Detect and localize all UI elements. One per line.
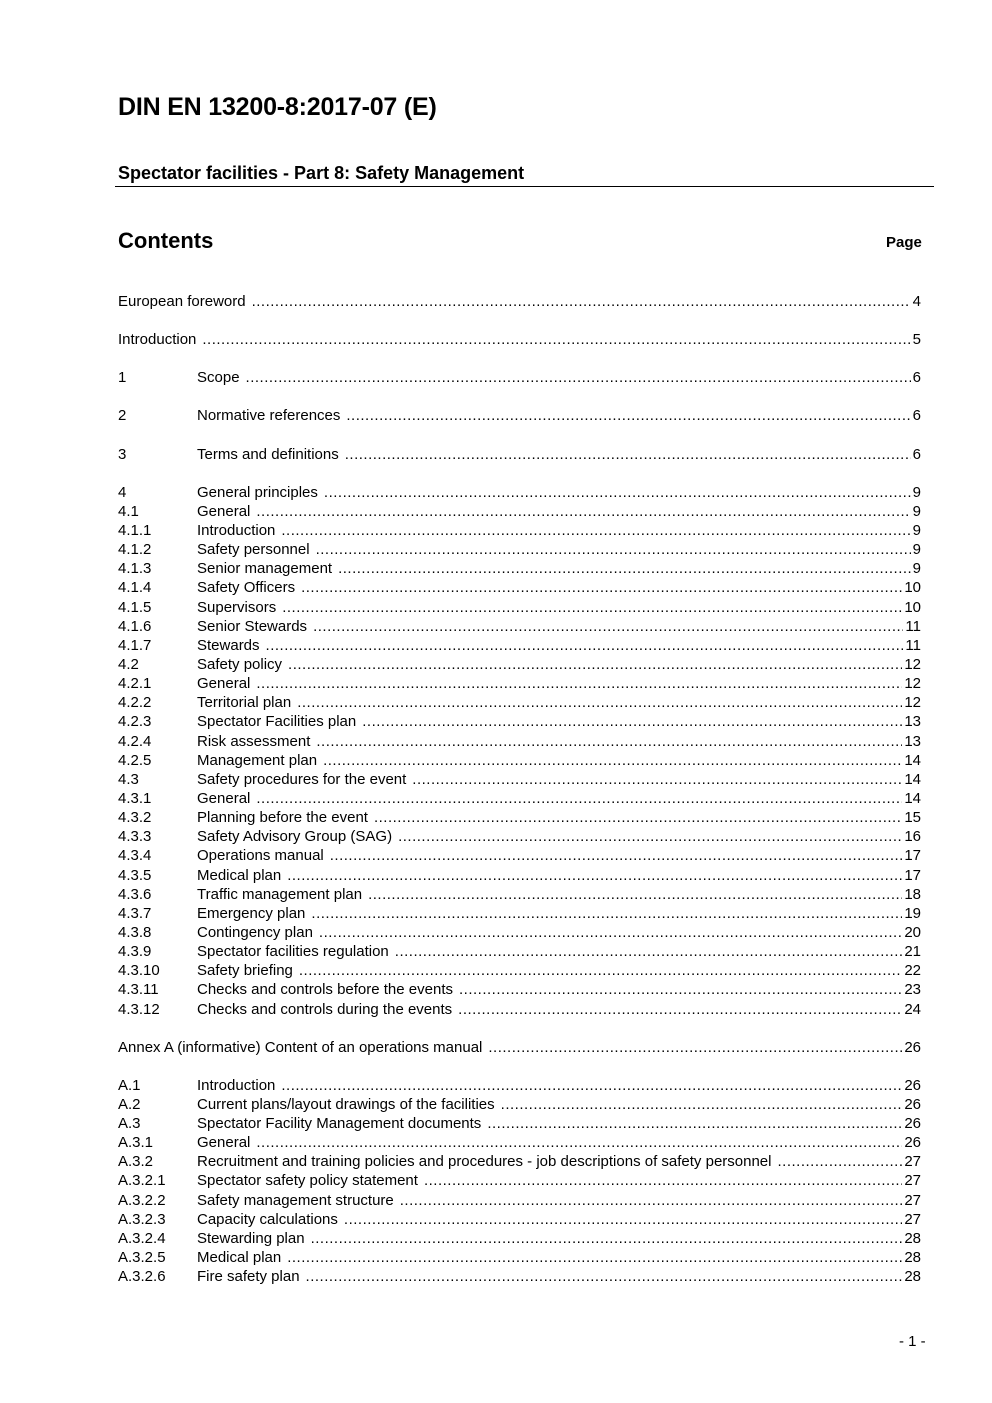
toc-entry-page: 26	[904, 1038, 921, 1056]
toc-entry-number: A.3.2.5	[118, 1249, 166, 1267]
toc-entry-page: 26	[904, 1115, 921, 1133]
toc-entry-page: 6	[912, 407, 921, 425]
toc-dot-leader	[256, 789, 902, 808]
toc-dot-leader	[345, 445, 911, 464]
toc-entry-page: 28	[904, 1229, 921, 1247]
toc-entry-page: 11	[905, 636, 921, 654]
toc-entry-title: Emergency plan	[197, 904, 306, 922]
toc-entry-page: 19	[904, 904, 921, 922]
toc-entry-title: Spectator safety policy statement	[197, 1172, 418, 1190]
toc-dot-leader	[458, 1000, 902, 1019]
toc-entry-number: 2	[118, 407, 127, 425]
contents-title: Contents	[118, 228, 214, 253]
toc-entry-page: 14	[904, 751, 921, 769]
toc-entry[interactable]	[118, 885, 921, 904]
toc-entry-number: A.2	[118, 1095, 141, 1113]
toc-entry[interactable]	[118, 904, 921, 923]
toc-entry[interactable]	[118, 655, 921, 674]
toc-entry[interactable]	[118, 1229, 921, 1248]
toc-entry-page: 13	[904, 713, 921, 731]
toc-entry-title: Contingency plan	[197, 923, 313, 941]
toc-entry-title: Risk assessment	[197, 732, 311, 750]
toc-entry[interactable]	[118, 502, 921, 521]
toc-entry-page: 14	[904, 789, 921, 807]
toc-entry[interactable]	[118, 636, 921, 655]
toc-dot-leader	[256, 502, 910, 521]
toc-entry-page: 22	[904, 962, 921, 980]
toc-entry-title: General	[197, 675, 251, 693]
toc-entry[interactable]	[118, 483, 921, 502]
toc-entry-page: 9	[912, 521, 921, 539]
toc-dot-leader	[252, 292, 911, 311]
header-rule	[115, 186, 934, 187]
toc-entry[interactable]	[118, 1095, 921, 1114]
toc-entry-page: 17	[904, 847, 921, 865]
toc-entry-number: A.3.2.2	[118, 1191, 166, 1209]
toc-entry-number: 4.3.3	[118, 828, 152, 846]
toc-entry-number: 4.3.6	[118, 885, 152, 903]
toc-entry-number: 4.1.2	[118, 541, 152, 559]
toc-entry-number: A.1	[118, 1076, 141, 1094]
toc-entry-number: 4.1.5	[118, 598, 152, 616]
table-of-contents	[118, 292, 921, 1286]
toc-entry[interactable]	[118, 330, 921, 349]
toc-entry-title: Checks and controls during the events	[197, 1000, 453, 1018]
toc-entry-title: General	[197, 789, 251, 807]
toc-entry-page: 21	[904, 943, 921, 961]
toc-dot-leader	[282, 598, 902, 617]
toc-dot-leader	[412, 770, 902, 789]
toc-entry-page: 13	[904, 732, 921, 750]
toc-entry[interactable]	[118, 292, 921, 311]
toc-entry-title: Safety management structure	[197, 1191, 394, 1209]
toc-dot-leader	[256, 1133, 902, 1152]
toc-entry[interactable]	[118, 1000, 921, 1019]
toc-entry-number: 4.1	[118, 502, 139, 520]
toc-dot-leader	[287, 1248, 902, 1267]
toc-dot-leader	[487, 1114, 902, 1133]
toc-dot-leader	[323, 751, 902, 770]
toc-dot-leader	[338, 559, 911, 578]
toc-dot-leader	[256, 674, 902, 693]
toc-entry[interactable]	[118, 789, 921, 808]
toc-entry-page: 28	[904, 1268, 921, 1286]
document-id: DIN EN 13200-8:2017-07 (E)	[118, 93, 437, 121]
toc-entry-title: Checks and controls before the events	[197, 981, 453, 999]
toc-entry-title: Scope	[197, 369, 240, 387]
toc-entry-title: Introduction	[197, 1076, 276, 1094]
toc-entry-title: Introduction	[118, 331, 197, 349]
toc-dot-leader	[313, 617, 903, 636]
toc-entry[interactable]	[118, 846, 921, 865]
toc-entry-title: Planning before the event	[197, 809, 368, 827]
toc-entry-number: A.3.2.4	[118, 1229, 166, 1247]
toc-dot-leader	[362, 712, 902, 731]
toc-entry[interactable]	[118, 559, 921, 578]
toc-entry[interactable]	[118, 1114, 921, 1133]
toc-dot-leader	[281, 521, 910, 540]
toc-entry[interactable]	[118, 1038, 921, 1057]
toc-dot-leader	[374, 808, 902, 827]
toc-entry-page: 27	[904, 1172, 921, 1190]
toc-entry[interactable]	[118, 961, 921, 980]
toc-dot-leader	[316, 540, 911, 559]
toc-entry-number: 3	[118, 445, 127, 463]
toc-entry-title: Senior Stewards	[197, 617, 308, 635]
toc-entry-title: Capacity calculations	[197, 1210, 338, 1228]
toc-entry-number: 4.1.4	[118, 579, 152, 597]
toc-entry[interactable]	[118, 578, 921, 597]
toc-entry-title: Safety Advisory Group (SAG)	[197, 828, 393, 846]
toc-entry-title: General	[197, 1134, 251, 1152]
toc-entry-number: 4.1.7	[118, 636, 152, 654]
toc-entry-number: 4.2.3	[118, 713, 152, 731]
toc-entry-number: 4.1.3	[118, 560, 152, 578]
toc-entry-number: A.3	[118, 1115, 141, 1133]
toc-entry-number: 4.2.1	[118, 675, 152, 693]
toc-entry-number: A.3.2.6	[118, 1268, 166, 1286]
toc-dot-leader	[398, 827, 902, 846]
toc-dot-leader	[311, 1229, 903, 1248]
toc-entry[interactable]	[118, 1133, 921, 1152]
toc-entry-number: 4	[118, 483, 127, 501]
toc-dot-leader	[202, 330, 910, 349]
page-column-label: Page	[886, 234, 922, 251]
toc-entry-title: Medical plan	[197, 866, 282, 884]
footer-page-number: - 1 -	[899, 1333, 926, 1350]
toc-entry-title: Medical plan	[197, 1249, 282, 1267]
toc-entry-page: 27	[904, 1210, 921, 1228]
toc-entry-title: Current plans/layout drawings of the facilities	[197, 1095, 495, 1113]
toc-entry-title: General	[197, 502, 251, 520]
toc-dot-leader	[301, 578, 902, 597]
toc-entry-page: 6	[912, 445, 921, 463]
toc-entry-number: 4.3.1	[118, 789, 152, 807]
toc-entry[interactable]	[118, 866, 921, 885]
toc-entry[interactable]	[118, 923, 921, 942]
toc-entry[interactable]	[118, 1248, 921, 1267]
toc-entry-number: 4.2	[118, 655, 139, 673]
toc-entry-title: Safety procedures for the event	[197, 770, 407, 788]
toc-entry-title: Management plan	[197, 751, 318, 769]
toc-entry-page: 17	[904, 866, 921, 884]
toc-entry[interactable]	[118, 1210, 921, 1229]
toc-entry-title: Spectator Facility Management documents	[197, 1115, 482, 1133]
toc-entry-number: 4.3.2	[118, 809, 152, 827]
toc-entry-page: 26	[904, 1095, 921, 1113]
toc-entry-number: 4.2.5	[118, 751, 152, 769]
toc-entry-number: 4.3.8	[118, 923, 152, 941]
toc-entry-page: 18	[904, 885, 921, 903]
toc-entry-page: 24	[904, 1000, 921, 1018]
toc-entry[interactable]	[118, 674, 921, 693]
toc-entry[interactable]	[118, 827, 921, 846]
toc-dot-leader	[324, 483, 911, 502]
toc-dot-leader	[287, 866, 902, 885]
toc-entry-title: Fire safety plan	[197, 1268, 300, 1286]
toc-entry-number: 1	[118, 369, 127, 387]
toc-entry[interactable]	[118, 693, 921, 712]
toc-entry-title: Supervisors	[197, 598, 277, 616]
toc-entry-title: Stewards	[197, 636, 260, 654]
toc-dot-leader	[316, 732, 902, 751]
toc-entry-title: General principles	[197, 483, 318, 501]
toc-entry-number: 4.3.7	[118, 904, 152, 922]
toc-entry-page: 6	[912, 369, 921, 387]
toc-entry-title: Safety personnel	[197, 541, 310, 559]
toc-dot-leader	[400, 1191, 903, 1210]
toc-entry-title: Operations manual	[197, 847, 324, 865]
toc-dot-leader	[346, 406, 910, 425]
toc-entry-page: 27	[904, 1153, 921, 1171]
toc-entry[interactable]	[118, 751, 921, 770]
toc-entry-title: Safety briefing	[197, 962, 293, 980]
toc-dot-leader	[777, 1152, 902, 1171]
toc-entry[interactable]	[118, 808, 921, 827]
toc-entry[interactable]	[118, 540, 921, 559]
toc-entry-number: 4.1.1	[118, 521, 152, 539]
toc-entry[interactable]	[118, 617, 921, 636]
toc-entry-title: Safety policy	[197, 655, 283, 673]
toc-entry-number: 4.3	[118, 770, 139, 788]
toc-entry[interactable]	[118, 598, 921, 617]
toc-entry[interactable]	[118, 368, 921, 387]
toc-dot-leader	[297, 693, 902, 712]
toc-dot-leader	[299, 961, 902, 980]
toc-entry-number: 4.2.2	[118, 694, 152, 712]
toc-entry-number: 4.3.4	[118, 847, 152, 865]
document-subtitle: Spectator facilities - Part 8: Safety Management	[118, 163, 525, 183]
toc-entry[interactable]	[118, 1171, 921, 1190]
toc-dot-leader	[488, 1038, 902, 1057]
toc-entry-page: 10	[904, 598, 921, 616]
toc-entry-page: 15	[904, 809, 921, 827]
toc-entry[interactable]	[118, 445, 921, 464]
toc-entry-number: 4.3.5	[118, 866, 152, 884]
toc-entry-title: Annex A (informative) Content of an operations manual	[118, 1038, 483, 1056]
toc-entry-number: 4.3.10	[118, 962, 160, 980]
toc-entry-title: Introduction	[197, 521, 276, 539]
toc-entry[interactable]	[118, 942, 921, 961]
toc-entry-number: A.3.1	[118, 1134, 154, 1152]
toc-dot-leader	[424, 1171, 902, 1190]
toc-dot-leader	[246, 368, 911, 387]
toc-entry-page: 9	[912, 541, 921, 559]
toc-entry-title: Spectator facilities regulation	[197, 943, 389, 961]
toc-entry-page: 16	[904, 828, 921, 846]
toc-entry[interactable]	[118, 1076, 921, 1095]
toc-entry[interactable]	[118, 980, 921, 999]
toc-entry-page: 4	[912, 293, 921, 310]
toc-entry-page: 12	[904, 655, 921, 673]
toc-entry-page: 23	[904, 981, 921, 999]
toc-entry-number: A.3.2.3	[118, 1210, 166, 1228]
toc-entry[interactable]	[118, 521, 921, 540]
toc-entry[interactable]	[118, 1152, 921, 1171]
toc-dot-leader	[266, 636, 904, 655]
toc-dot-leader	[501, 1095, 903, 1114]
toc-dot-leader	[344, 1210, 902, 1229]
toc-entry-title: Normative references	[197, 407, 341, 425]
toc-dot-leader	[288, 655, 902, 674]
toc-entry-title: Stewarding plan	[197, 1229, 305, 1247]
toc-dot-leader	[330, 846, 903, 865]
toc-entry-page: 26	[904, 1134, 921, 1152]
toc-entry-title: Territorial plan	[197, 694, 292, 712]
toc-dot-leader	[311, 904, 902, 923]
toc-entry-number: 4.1.6	[118, 617, 152, 635]
toc-entry-number: A.3.2.1	[118, 1172, 166, 1190]
toc-entry-page: 14	[904, 770, 921, 788]
toc-entry-number: 4.3.11	[118, 981, 159, 999]
toc-entry-page: 12	[904, 694, 921, 712]
toc-dot-leader	[459, 980, 902, 999]
toc-entry-number: 4.2.4	[118, 732, 152, 750]
toc-entry-page: 10	[904, 579, 921, 597]
toc-entry-page: 26	[904, 1076, 921, 1094]
toc-entry-page: 9	[912, 483, 921, 501]
toc-entry-title: European foreword	[118, 293, 246, 310]
toc-entry[interactable]	[118, 732, 921, 751]
toc-entry-page: 27	[904, 1191, 921, 1209]
toc-entry-title: Senior management	[197, 560, 333, 578]
toc-entry-title: Terms and definitions	[197, 445, 339, 463]
toc-entry-page: 11	[905, 617, 921, 635]
toc-entry[interactable]	[118, 712, 921, 731]
toc-entry-page: 28	[904, 1249, 921, 1267]
toc-entry-page: 9	[912, 560, 921, 578]
toc-entry-number: 4.3.9	[118, 943, 152, 961]
toc-dot-leader	[368, 885, 902, 904]
toc-dot-leader	[281, 1076, 902, 1095]
toc-entry-page: 5	[912, 331, 921, 349]
toc-dot-leader	[319, 923, 902, 942]
toc-entry[interactable]	[118, 1267, 921, 1286]
toc-entry-number: A.3.2	[118, 1153, 154, 1171]
toc-entry-page: 12	[904, 675, 921, 693]
toc-entry-title: Recruitment and training policies and procedures - job descriptions of safety personnel	[197, 1153, 772, 1171]
toc-dot-leader	[306, 1267, 903, 1286]
toc-dot-leader	[395, 942, 903, 961]
toc-entry-title: Traffic management plan	[197, 885, 363, 903]
toc-entry[interactable]	[118, 770, 921, 789]
toc-entry-page: 9	[912, 502, 921, 520]
toc-entry[interactable]	[118, 1191, 921, 1210]
toc-entry-number: 4.3.12	[118, 1000, 160, 1018]
toc-entry-title: Spectator Facilities plan	[197, 713, 357, 731]
toc-entry-title: Safety Officers	[197, 579, 296, 597]
toc-entry-page: 20	[904, 923, 921, 941]
toc-entry[interactable]	[118, 406, 921, 425]
